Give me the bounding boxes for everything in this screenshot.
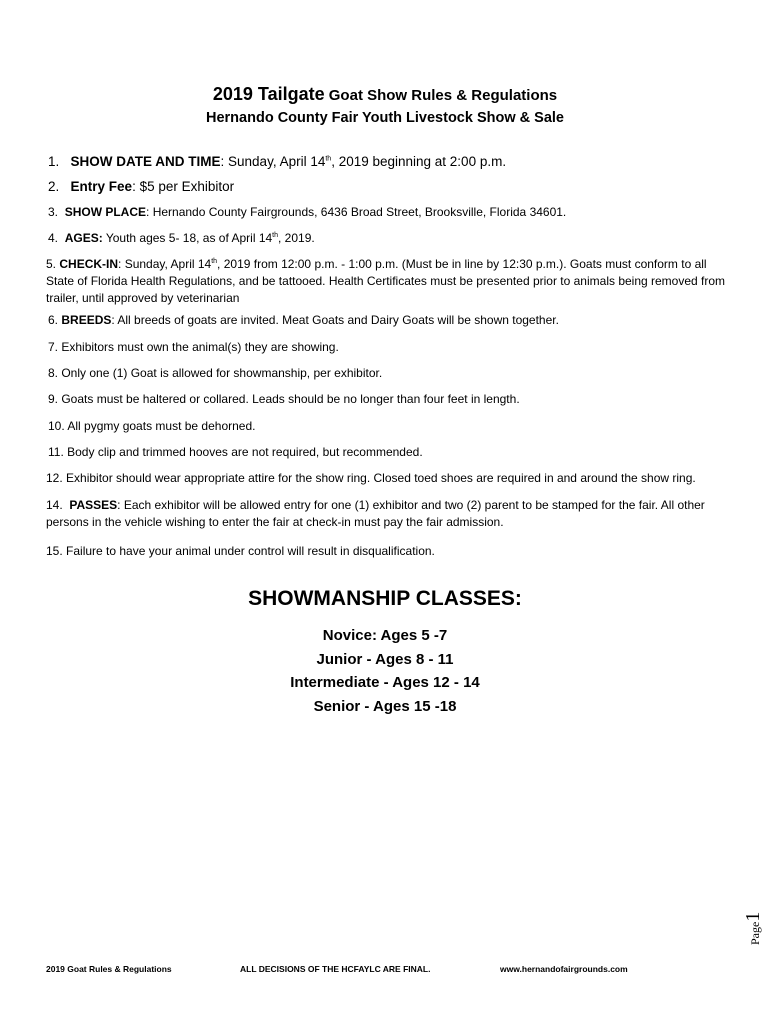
rule-text: : Each exhibitor will be allowed entry for one (1) exhibitor and two (2) parent to be stamped for the fair. All other persons in the vehicle wishing to enter the fair at check-in must pay the fair admission. bbox=[46, 498, 705, 529]
rule-superscript: th bbox=[272, 232, 279, 239]
document-title bbox=[0, 84, 770, 105]
rule-number: 11. bbox=[48, 445, 64, 459]
rule-text: , 2019. bbox=[278, 231, 315, 245]
footer-left: 2019 Goat Rules & Regulations bbox=[46, 964, 172, 974]
rule-5 bbox=[46, 256, 726, 307]
rule-superscript: th bbox=[325, 155, 332, 163]
rule-label: Entry Fee bbox=[70, 179, 133, 194]
rule-number: 12. bbox=[46, 471, 63, 485]
rule-14 bbox=[46, 497, 726, 531]
rule-6 bbox=[48, 312, 728, 329]
rule-label: PASSES bbox=[69, 498, 118, 512]
rule-text: Failure to have your animal under control will result in disqualification. bbox=[62, 544, 435, 558]
rule-number: 1. bbox=[48, 154, 60, 169]
rule-text: Exhibitor should wear appropriate attire for the show ring. Closed toed shoes are required in and around the show ring. bbox=[62, 471, 696, 485]
rule-3 bbox=[48, 204, 728, 221]
rule-text: Only one (1) Goat is allowed for showmanship, per exhibitor. bbox=[58, 366, 383, 380]
rule-text: Goats must be haltered or collared. Leads should be no longer than four feet in length. bbox=[58, 392, 520, 406]
rule-number: 7. bbox=[48, 340, 59, 354]
rule-number: 8. bbox=[48, 366, 59, 380]
page-number: 1 bbox=[742, 911, 764, 922]
rule-number: 15. bbox=[46, 544, 63, 558]
rule-8 bbox=[48, 365, 728, 382]
rule-number: 4. bbox=[48, 231, 59, 245]
rule-11 bbox=[48, 444, 728, 461]
rule-superscript: th bbox=[211, 258, 218, 265]
rule-number: 3. bbox=[48, 205, 59, 219]
showmanship-class-list bbox=[0, 624, 770, 718]
title-year-tailgate: 2019 Tailgate bbox=[212, 84, 325, 104]
footer-center: ALL DECISIONS OF THE HCFAYLC ARE FINAL. bbox=[240, 964, 431, 974]
rule-2 bbox=[48, 178, 728, 195]
class-novice: Novice: Ages 5 -7 bbox=[322, 627, 448, 644]
rule-number: 2. bbox=[48, 179, 60, 194]
rule-text: : $5 per Exhibitor bbox=[132, 179, 235, 194]
document-subtitle: Hernando County Fair Youth Livestock Show & Sale bbox=[206, 110, 564, 126]
rule-number: 5. bbox=[46, 257, 57, 271]
rule-9 bbox=[48, 391, 728, 408]
rule-text: All pygmy goats must be dehorned. bbox=[64, 419, 256, 433]
rule-15 bbox=[46, 543, 726, 560]
rule-number: 6. bbox=[48, 313, 59, 327]
rule-label: AGES: bbox=[64, 231, 103, 245]
class-intermediate: Intermediate - Ages 12 - 14 bbox=[290, 674, 480, 691]
showmanship-heading: SHOWMANSHIP CLASSES: bbox=[248, 587, 522, 610]
rule-4 bbox=[48, 230, 728, 247]
rule-text: : Sunday, April 14 bbox=[220, 154, 326, 169]
rule-number: 10. bbox=[48, 419, 65, 433]
rule-text: : All breeds of goats are invited. Meat Goats and Dairy Goats will be shown together. bbox=[111, 313, 559, 327]
page-number-label bbox=[742, 885, 770, 945]
rule-number: 14. bbox=[46, 498, 63, 512]
rule-text: Body clip and trimmed hooves are not required, but recommended. bbox=[63, 445, 423, 459]
rule-label: BREEDS bbox=[61, 313, 112, 327]
rule-number: 9. bbox=[48, 392, 59, 406]
class-senior: Senior - Ages 15 -18 bbox=[313, 697, 457, 715]
rule-label: SHOW DATE AND TIME bbox=[70, 154, 221, 169]
rule-text: Exhibitors must own the animal(s) they are showing. bbox=[58, 340, 339, 354]
page-word: Page bbox=[748, 921, 762, 945]
rule-text: , 2019 beginning at 2:00 p.m. bbox=[331, 154, 507, 169]
rule-label: CHECK-IN bbox=[59, 257, 119, 271]
rule-text: : Hernando County Fairgrounds, 6436 Broad Street, Brooksville, Florida 34601. bbox=[146, 205, 567, 219]
rule-1 bbox=[48, 153, 728, 170]
title-rest: Goat Show Rules & Regulations bbox=[328, 87, 558, 104]
rule-12 bbox=[46, 470, 726, 487]
footer-website: www.hernandofairgrounds.com bbox=[500, 964, 628, 974]
rule-label: SHOW PLACE bbox=[64, 205, 147, 219]
rule-10 bbox=[48, 418, 728, 435]
rule-text: : Sunday, April 14 bbox=[118, 257, 212, 271]
rule-text: , 2019 from 12:00 p.m. - 1:00 p.m. (Must be in line by 12:30 p.m.). Goats must conform to all State of Florida Health Regulations, and be tattooed. Health Certificates must be presented prior to animals being removed from trailer, until approved by veterinarian bbox=[46, 257, 726, 305]
rule-7 bbox=[48, 339, 728, 356]
rule-text: Youth ages 5- 18, as of April 14 bbox=[102, 231, 273, 245]
class-junior: Junior - Ages 8 - 11 bbox=[316, 650, 454, 668]
